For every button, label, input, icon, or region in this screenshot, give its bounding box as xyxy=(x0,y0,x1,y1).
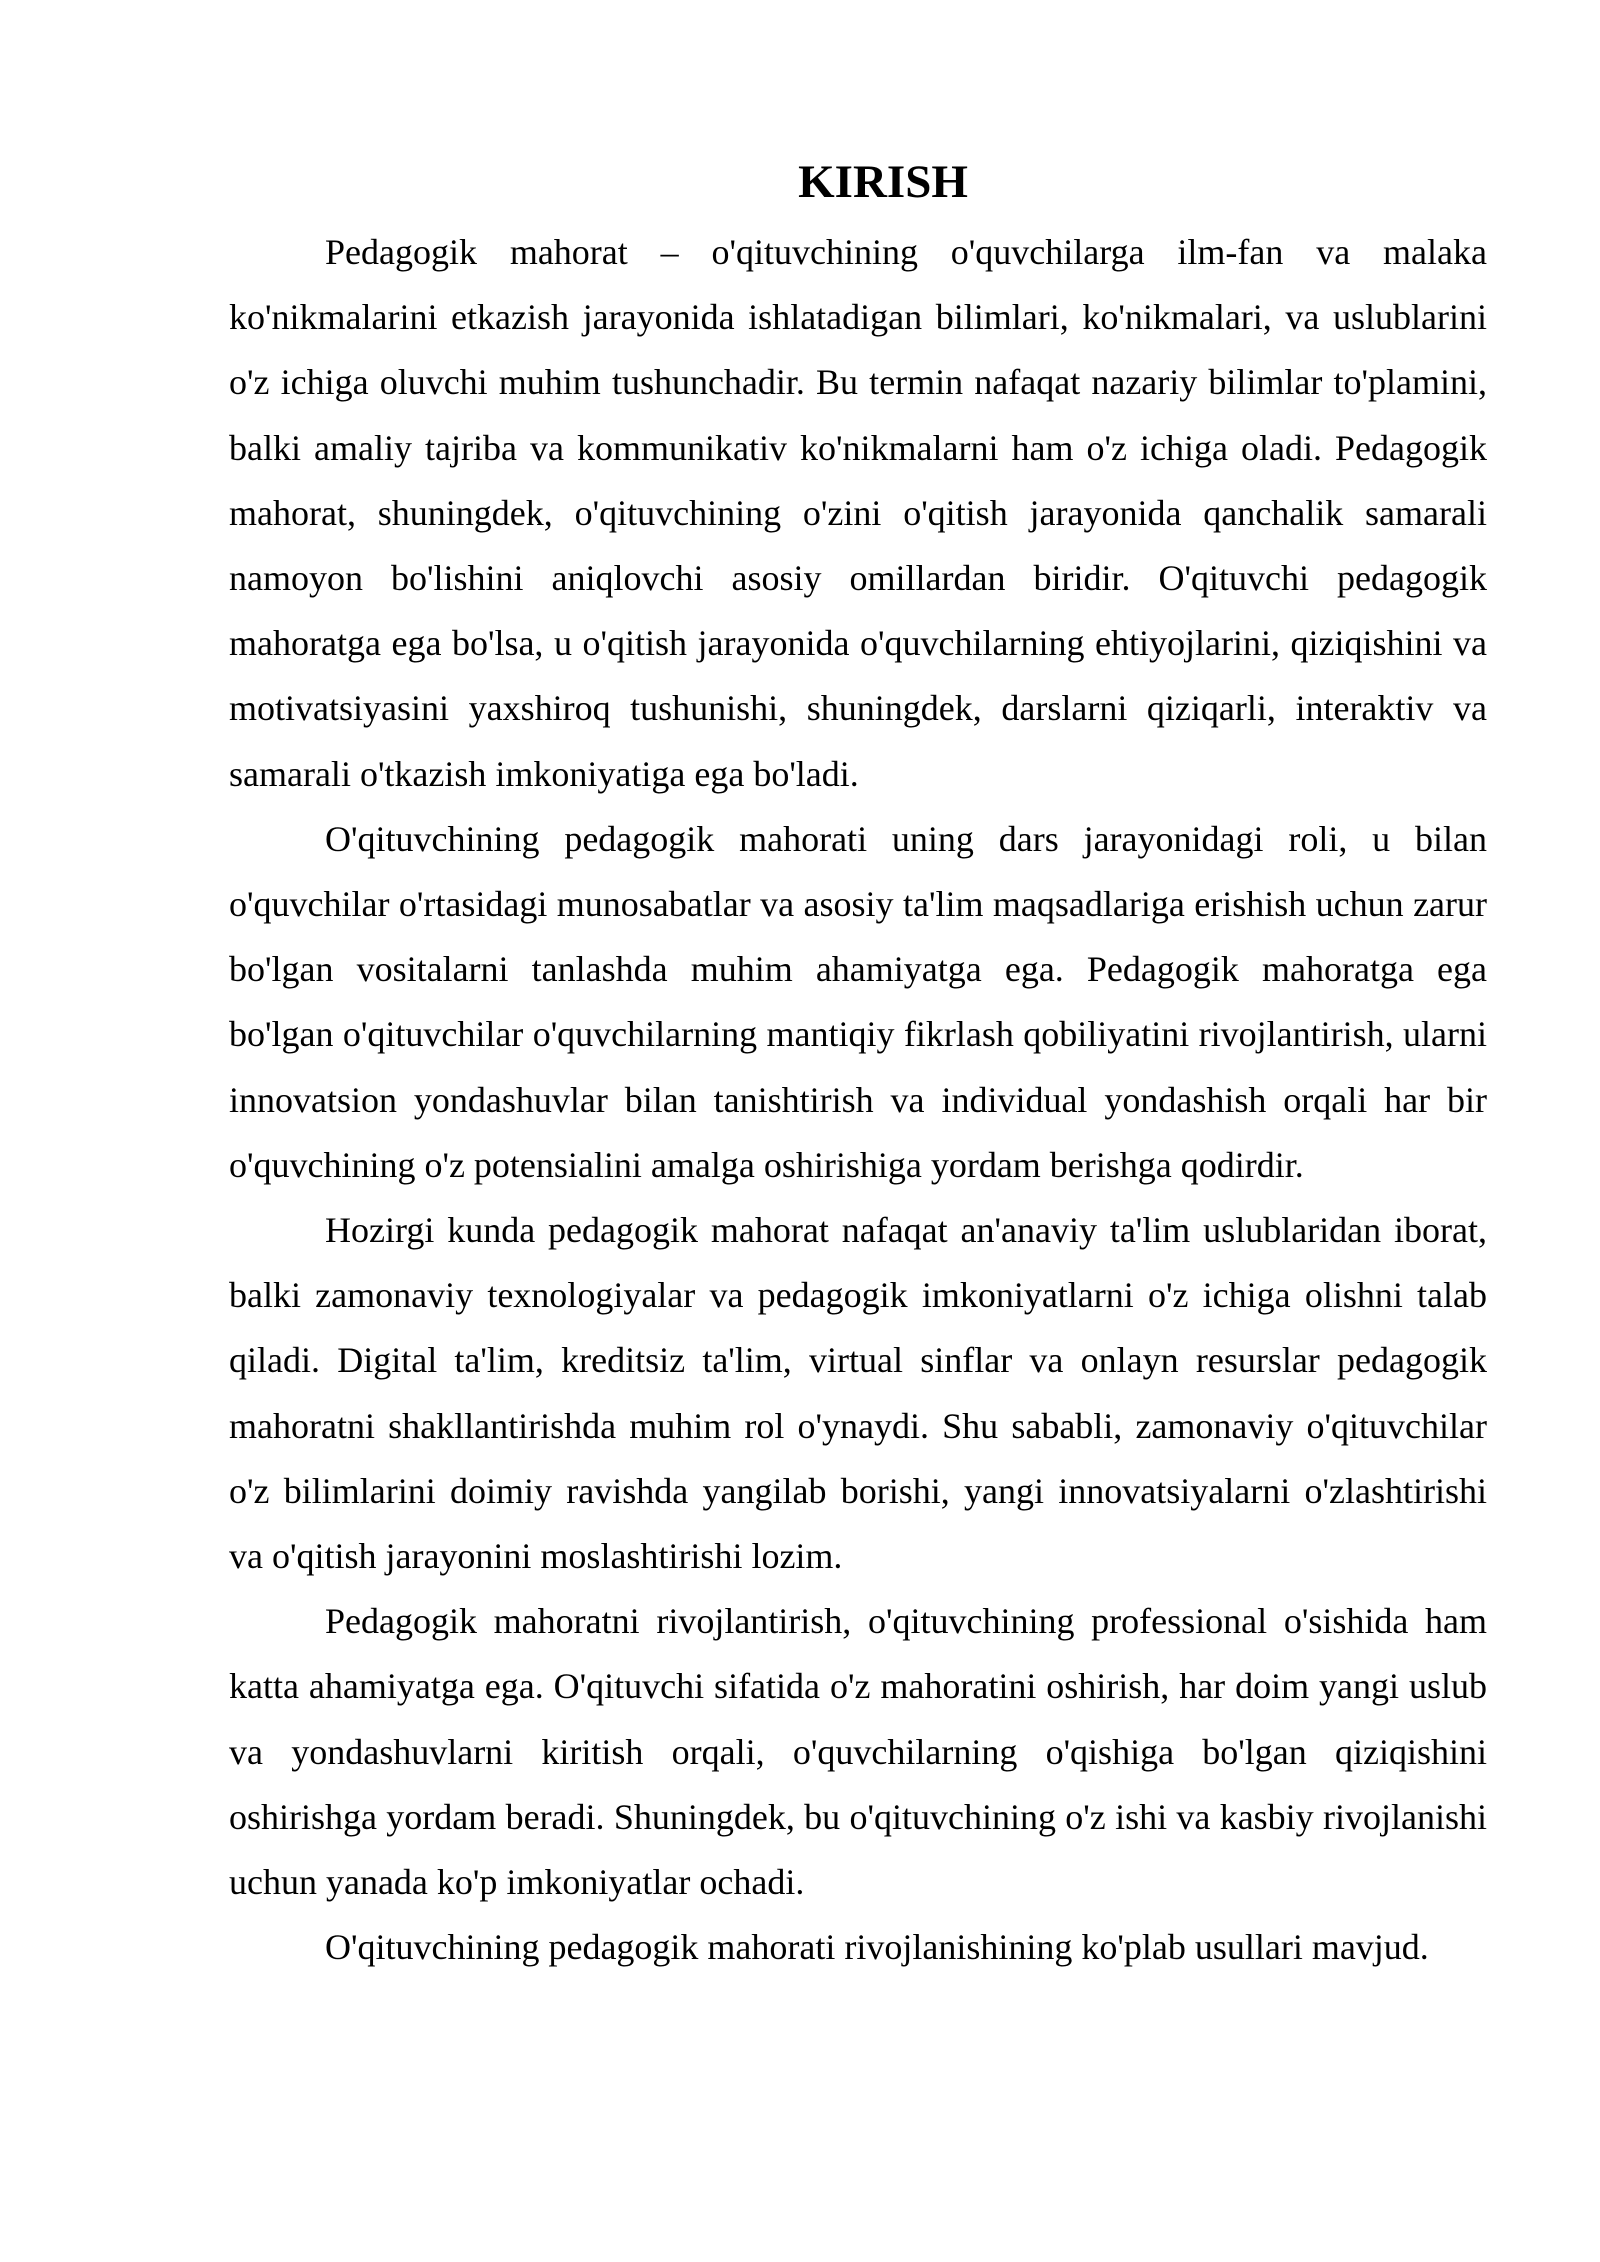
paragraph-4: Pedagogik mahoratni rivojlantirish, o'qituvchining professional o'sishida ham katta ahamiyatga ega. O'qituvchi sifatida o'z mahoratini oshirish, har doim yangi uslub va yondashuvlarni kiritish orqali, o'quvchilarning o'qishiga bo'lgan qiziqishini oshirishga yordam beradi. Shuningdek, bu o'qituvchining o'z ishi va kasbiy rivojlanishi uchun yanada ko'p imkoniyatlar ochadi. xyxy=(229,1601,1487,1903)
paragraph-3: Hozirgi kunda pedagogik mahorat nafaqat an'anaviy ta'lim uslublaridan iborat, balki zamonaviy texnologiyalar va pedagogik imkoniyatlarni o'z ichiga olishni talab qiladi. Digital ta'lim, kreditsiz ta'lim, virtual sinflar va onlayn resurslar pedagogik mahoratni shakllantirishda muhim rol o'ynaydi. Shu sababli, zamonaviy o'qituvchilar o'z bilimlarini doimiy ravishda yangilab borishi, yangi innovatsiyalarni o'zlashtirishi va o'qitish jarayonini moslashtirishi lozim. xyxy=(229,1210,1487,1577)
paragraph-5: O'qituvchining pedagogik mahorati rivojlanishining ko'plab usullari mavjud. xyxy=(325,1927,1429,1968)
document-title: KIRISH xyxy=(798,156,968,208)
paragraph-2: O'qituvchining pedagogik mahorati uning dars jarayonidagi roli, u bilan o'quvchilar o'rtasidagi munosabatlar va asosiy ta'lim maqsadlariga erishish uchun zarur bo'lgan vositalarni tanlashda muhim ahamiyatga ega. Pedagogik mahoratga ega bo'lgan o'qituvchilar o'quvchilarning mantiqiy fikrlash qobiliyatini rivojlantirish, ularni innovatsion yondashuvlar bilan tanishtirish va individual yondashish orqali har bir o'quvchining o'z potensialini amalga oshirishiga yordam berishga qodirdir. xyxy=(229,818,1487,1185)
paragraph-1: Pedagogik mahorat – o'qituvchining o'quvchilarga ilm-fan va malaka ko'nikmalarini etkazish jarayonida ishlatadigan bilimlari, ko'nikmalari, va uslublarini o'z ichiga oluvchi muhim tushunchadir. Bu termin nafaqat nazariy bilimlar to'plamini, balki amaliy tajriba va kommunikativ ko'nikmalarni ham o'z ichiga oladi. Pedagogik mahorat, shuningdek, o'qituvchining o'zini o'qitish jarayonida qanchalik samarali namoyon bo'lishini aniqlovchi asosiy omillardan biridir. O'qituvchi pedagogik mahoratga ega bo'lsa, u o'qitish jarayonida o'quvchilarning ehtiyojlarini, qiziqishini va motivatsiyasini yaxshiroq tushunishi, shuningdek, darslarni qiziqarli, interaktiv va samarali o'tkazish imkoniyatiga ega bo'ladi. xyxy=(229,232,1487,794)
